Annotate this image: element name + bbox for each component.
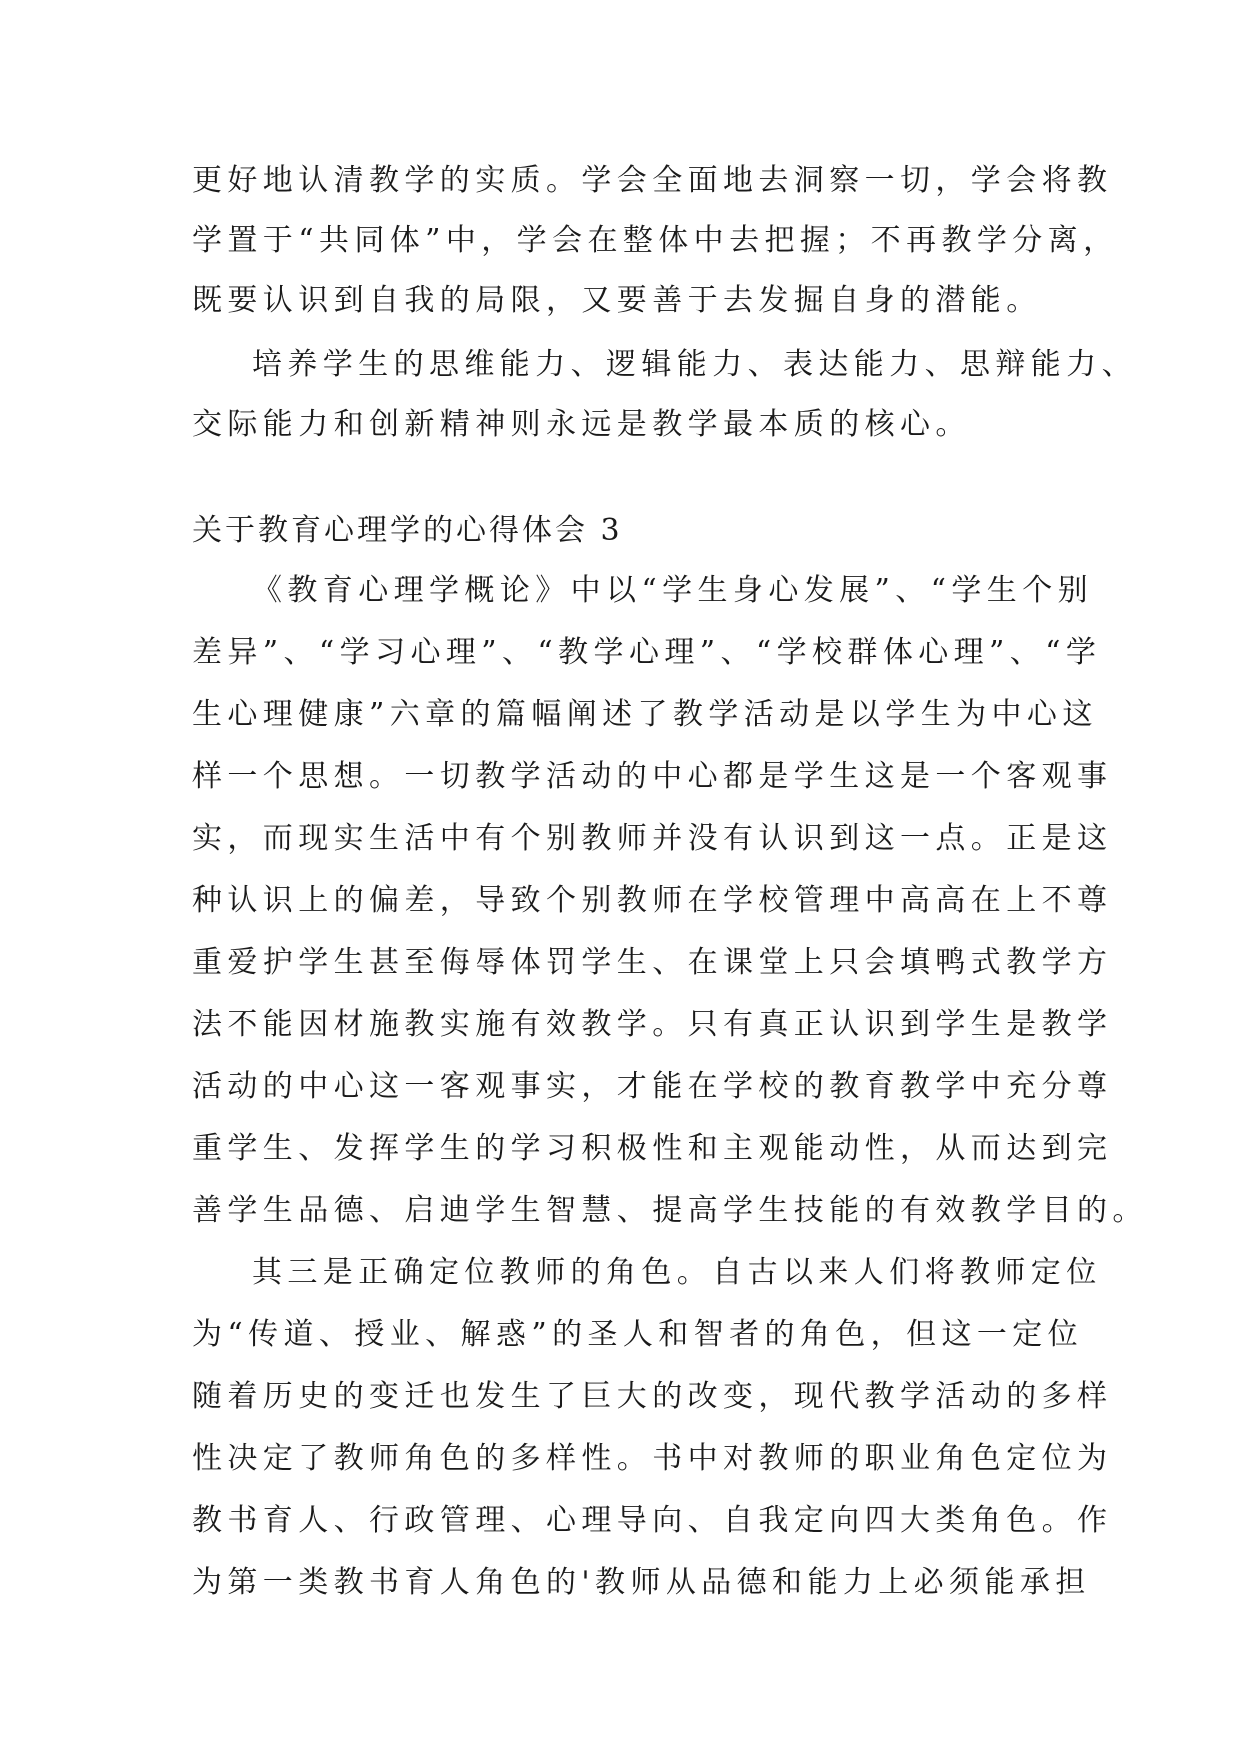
text-line: 善学生品德、启迪学生智慧、提高学生技能的有效教学目的。 [192, 1193, 1148, 1228]
text-line: 差异”、“学习心理”、“教学心理”、“学校群体心理”、“学 [192, 635, 1102, 670]
text-line: 样一个思想。一切教学活动的中心都是学生这是一个客观事 [192, 759, 1113, 794]
text-line: 其三是正确定位教师的角色。自古以来人们将教师定位 [252, 1255, 1102, 1290]
text-line: 《教育心理学概论》中以“学生身心发展”、“学生个别 [252, 573, 1094, 608]
text-line: 活动的中心这一客观事实，才能在学校的教育教学中充分尊 [192, 1069, 1113, 1104]
text-line: 重学生、发挥学生的学习积极性和主观能动性，从而达到完 [192, 1131, 1113, 1166]
text-line: 既要认识到自我的局限，又要善于去发掘自身的潜能。 [192, 283, 1042, 318]
text-line: 生心理健康”六章的篇幅阐述了教学活动是以学生为中心这 [192, 697, 1098, 732]
text-line: 种认识上的偏差，导致个别教师在学校管理中高高在上不尊 [192, 883, 1113, 918]
text-line: 交际能力和创新精神则永远是教学最本质的核心。 [192, 407, 971, 442]
text-line: 教书育人、行政管理、心理导向、自我定向四大类角色。作 [192, 1503, 1113, 1538]
text-line: 实，而现实生活中有个别教师并没有认识到这一点。正是这 [192, 821, 1113, 856]
text-line: 性决定了教师角色的多样性。书中对教师的职业角色定位为 [192, 1441, 1113, 1476]
text-line: 为“传道、授业、解惑”的圣人和智者的角色，但这一定位 [192, 1317, 1084, 1352]
text-line: 为第一类教书育人角色的'教师从品德和能力上必须能承担 [192, 1565, 1091, 1600]
text-line: 培养学生的思维能力、逻辑能力、表达能力、思辩能力、 [252, 347, 1137, 382]
section-heading: 关于教育心理学的心得体会 3 [192, 513, 623, 548]
text-line: 重爱护学生甚至侮辱体罚学生、在课堂上只会填鸭式教学方 [192, 945, 1113, 980]
text-line: 法不能因材施教实施有效教学。只有真正认识到学生是教学 [192, 1007, 1113, 1042]
text-line: 学置于“共同体”中，学会在整体中去把握；不再教学分离， [192, 223, 1119, 258]
text-line: 随着历史的变迁也发生了巨大的改变，现代教学活动的多样 [192, 1379, 1113, 1414]
text-line: 更好地认清教学的实质。学会全面地去洞察一切，学会将教 [192, 163, 1113, 198]
